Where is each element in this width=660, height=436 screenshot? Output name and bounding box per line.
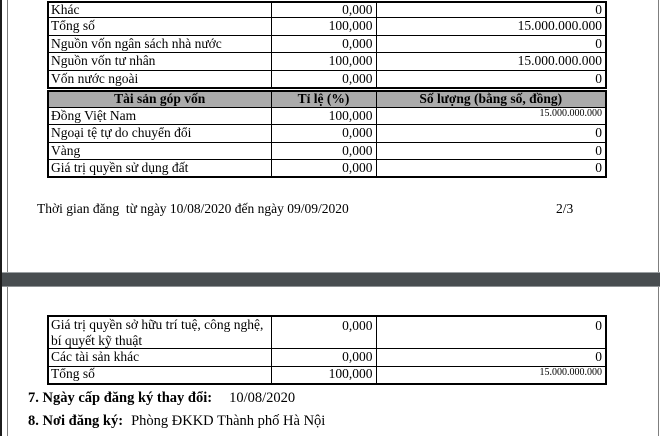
percent-cell: 0,000 bbox=[271, 160, 376, 178]
item-7-registration-date bbox=[28, 390, 295, 407]
row-label-cell: Giá trị quyền sở hữu trí tuệ, công nghệ, bí quyết kỹ thuật bbox=[48, 316, 271, 349]
row-label-cell: Vàng bbox=[48, 142, 271, 160]
table-row bbox=[48, 349, 606, 367]
table-row bbox=[48, 53, 606, 71]
percent-cell: 0,000 bbox=[271, 35, 376, 53]
percent-cell: 100,000 bbox=[271, 18, 376, 36]
item-8-value: Phòng ĐKKD Thành phố Hà Nội bbox=[131, 413, 326, 429]
table-row bbox=[48, 2, 606, 18]
table-header-row bbox=[48, 91, 606, 107]
amount-cell: 0 bbox=[376, 142, 606, 160]
amount-cell: 15.000.000.000 bbox=[376, 366, 606, 384]
amount-cell: 0 bbox=[376, 2, 606, 18]
table-row bbox=[48, 160, 606, 178]
row-label-cell: Vốn nước ngoài bbox=[48, 70, 271, 88]
row-label-cell: Các tài sản khác bbox=[48, 349, 271, 367]
item-7-label: 7. Ngày cấp đăng ký thay đổi: bbox=[28, 390, 213, 406]
row-label-cell: Đồng Việt Nam bbox=[48, 107, 271, 125]
amount-cell: 15.000.000.000 bbox=[376, 18, 606, 36]
table-row bbox=[48, 316, 606, 349]
page2-left-border bbox=[7, 287, 8, 436]
capital-source-table bbox=[47, 1, 607, 89]
percent-cell: 0,000 bbox=[271, 349, 376, 367]
percent-cell: 100,000 bbox=[271, 366, 376, 384]
amount-cell: 0 bbox=[376, 160, 606, 178]
table-row bbox=[48, 142, 606, 160]
amount-cell: 15.000.000.000 bbox=[376, 53, 606, 71]
amount-cell: 0 bbox=[376, 125, 606, 143]
page-number: 2/3 bbox=[556, 201, 574, 216]
page1-left-border bbox=[7, 0, 8, 273]
percent-cell: 0,000 bbox=[271, 142, 376, 160]
percent-cell: 0,000 bbox=[271, 125, 376, 143]
percent-cell: 0,000 bbox=[271, 316, 376, 349]
row-label-cell: Ngoại tệ tự do chuyển đổi bbox=[48, 125, 271, 143]
item-7-value: 10/08/2020 bbox=[229, 390, 296, 406]
row-label-cell: Nguồn vốn tư nhân bbox=[48, 53, 271, 71]
table-row bbox=[48, 18, 606, 36]
page1-right-border bbox=[658, 0, 659, 273]
page2-right-border bbox=[658, 287, 659, 436]
item-8-registration-place bbox=[28, 413, 325, 430]
percent-cell: 0,000 bbox=[271, 2, 376, 18]
table-row bbox=[48, 366, 606, 384]
row-label-cell: Tổng số bbox=[48, 366, 271, 384]
contributed-assets-table bbox=[47, 90, 607, 178]
row-label-cell: Nguồn vốn ngân sách nhà nước bbox=[48, 35, 271, 53]
item-8-label: 8. Nơi đăng ký: bbox=[28, 413, 124, 429]
amount-cell: 15.000.000.000 bbox=[376, 107, 606, 125]
col-header-amount: Số lượng (bằng số, đồng) bbox=[376, 91, 606, 107]
percent-cell: 0,000 bbox=[271, 70, 376, 88]
amount-cell: 0 bbox=[376, 349, 606, 367]
amount-cell: 0 bbox=[376, 35, 606, 53]
col-header-asset: Tài sản góp vốn bbox=[48, 91, 271, 107]
window-left-edge bbox=[0, 0, 2, 436]
percent-cell: 100,000 bbox=[271, 107, 376, 125]
percent-cell: 100,000 bbox=[271, 53, 376, 71]
col-header-ratio: Tỉ lệ (%) bbox=[271, 91, 376, 107]
table-row bbox=[48, 107, 606, 125]
assets-table-continued bbox=[47, 315, 607, 385]
amount-cell: 0 bbox=[376, 316, 606, 349]
amount-cell: 0 bbox=[376, 70, 606, 88]
table-row bbox=[48, 125, 606, 143]
table-row bbox=[48, 35, 606, 53]
table-row bbox=[48, 70, 606, 88]
page-separator-band bbox=[0, 272, 660, 287]
row-label-cell: Giá trị quyền sử dụng đất bbox=[48, 160, 271, 178]
registration-period-text: Thời gian đăng từ ngày 10/08/2020 đến ngày 09/09/2020 bbox=[37, 201, 349, 216]
row-label-cell: Khác bbox=[48, 2, 271, 18]
row-label-cell: Tổng số bbox=[48, 18, 271, 36]
